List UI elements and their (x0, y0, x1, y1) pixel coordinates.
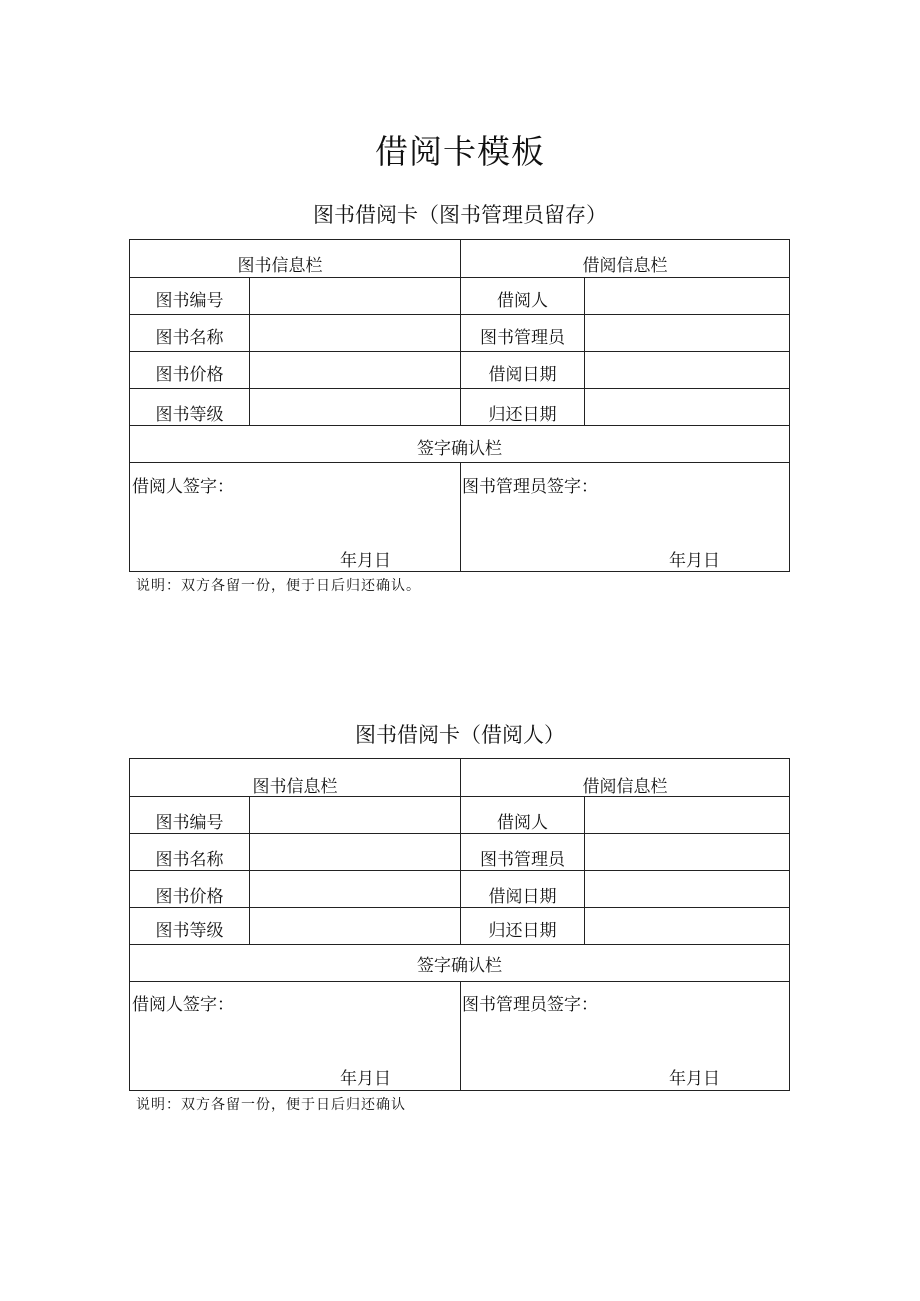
field-label-book-name: 图书名称 (155, 328, 224, 348)
field-label-book-name: 图书名称 (155, 850, 224, 870)
borrow-info-header: 借阅信息栏 (582, 256, 668, 276)
librarian-signature-label: 图书管理员签字： (462, 995, 598, 1015)
field-label-book-number: 图书编号 (155, 291, 224, 311)
book-grade-field[interactable] (250, 908, 460, 944)
signature-section-header: 签字确认栏 (417, 956, 502, 976)
field-label-borrow-date: 借阅日期 (488, 887, 557, 907)
librarian-signature-label: 图书管理员签字： (462, 477, 598, 497)
field-label-book-price: 图书价格 (155, 365, 224, 385)
return-date-field[interactable] (585, 908, 789, 944)
field-label-librarian: 图书管理员 (480, 850, 565, 870)
borrow-card-borrower-copy (129, 758, 790, 1091)
book-number-field[interactable] (250, 797, 460, 833)
field-label-book-grade: 图书等级 (155, 921, 224, 941)
page-title: 借阅卡模板 (375, 132, 545, 171)
field-label-borrower: 借阅人 (497, 813, 548, 833)
librarian-field[interactable] (585, 315, 789, 351)
book-grade-field[interactable] (250, 389, 460, 425)
borrower-signature-label: 借阅人签字： (132, 477, 234, 497)
signature-section-header: 签字确认栏 (417, 439, 502, 459)
card-title-librarian-copy: 图书借阅卡（图书管理员留存） (313, 203, 607, 227)
book-price-field[interactable] (250, 871, 460, 907)
book-info-header: 图书信息栏 (237, 256, 323, 276)
book-name-field[interactable] (250, 315, 460, 351)
borrower-signature-label: 借阅人签字： (132, 995, 234, 1015)
borrow-date-field[interactable] (585, 871, 789, 907)
book-info-header: 图书信息栏 (252, 777, 338, 797)
field-label-librarian: 图书管理员 (480, 328, 565, 348)
book-number-field[interactable] (250, 278, 460, 314)
borrow-info-header: 借阅信息栏 (582, 777, 668, 797)
librarian-field[interactable] (585, 834, 789, 870)
field-label-return-date: 归还日期 (488, 921, 557, 941)
borrower-field[interactable] (585, 797, 789, 833)
borrower-date-label: 年月日 (340, 551, 391, 571)
card-note: 说明：双方各留一份，便于日后归还确认。 (136, 578, 421, 594)
field-label-borrower: 借阅人 (497, 291, 548, 311)
book-price-field[interactable] (250, 352, 460, 388)
librarian-date-label: 年月日 (669, 551, 720, 571)
field-label-return-date: 归还日期 (488, 405, 557, 425)
field-label-borrow-date: 借阅日期 (488, 365, 557, 385)
borrow-date-field[interactable] (585, 352, 789, 388)
column-divider (460, 462, 461, 571)
field-label-book-grade: 图书等级 (155, 405, 224, 425)
book-name-field[interactable] (250, 834, 460, 870)
borrower-field[interactable] (585, 278, 789, 314)
field-label-book-number: 图书编号 (155, 813, 224, 833)
field-label-book-price: 图书价格 (155, 887, 224, 907)
column-divider (460, 981, 461, 1090)
borrower-date-label: 年月日 (340, 1069, 391, 1089)
borrow-card-librarian-copy (129, 239, 790, 572)
card-title-borrower-copy: 图书借阅卡（借阅人） (355, 723, 565, 747)
return-date-field[interactable] (585, 389, 789, 425)
librarian-date-label: 年月日 (669, 1069, 720, 1089)
card-note: 说明：双方各留一份，便于日后归还确认 (136, 1097, 406, 1113)
